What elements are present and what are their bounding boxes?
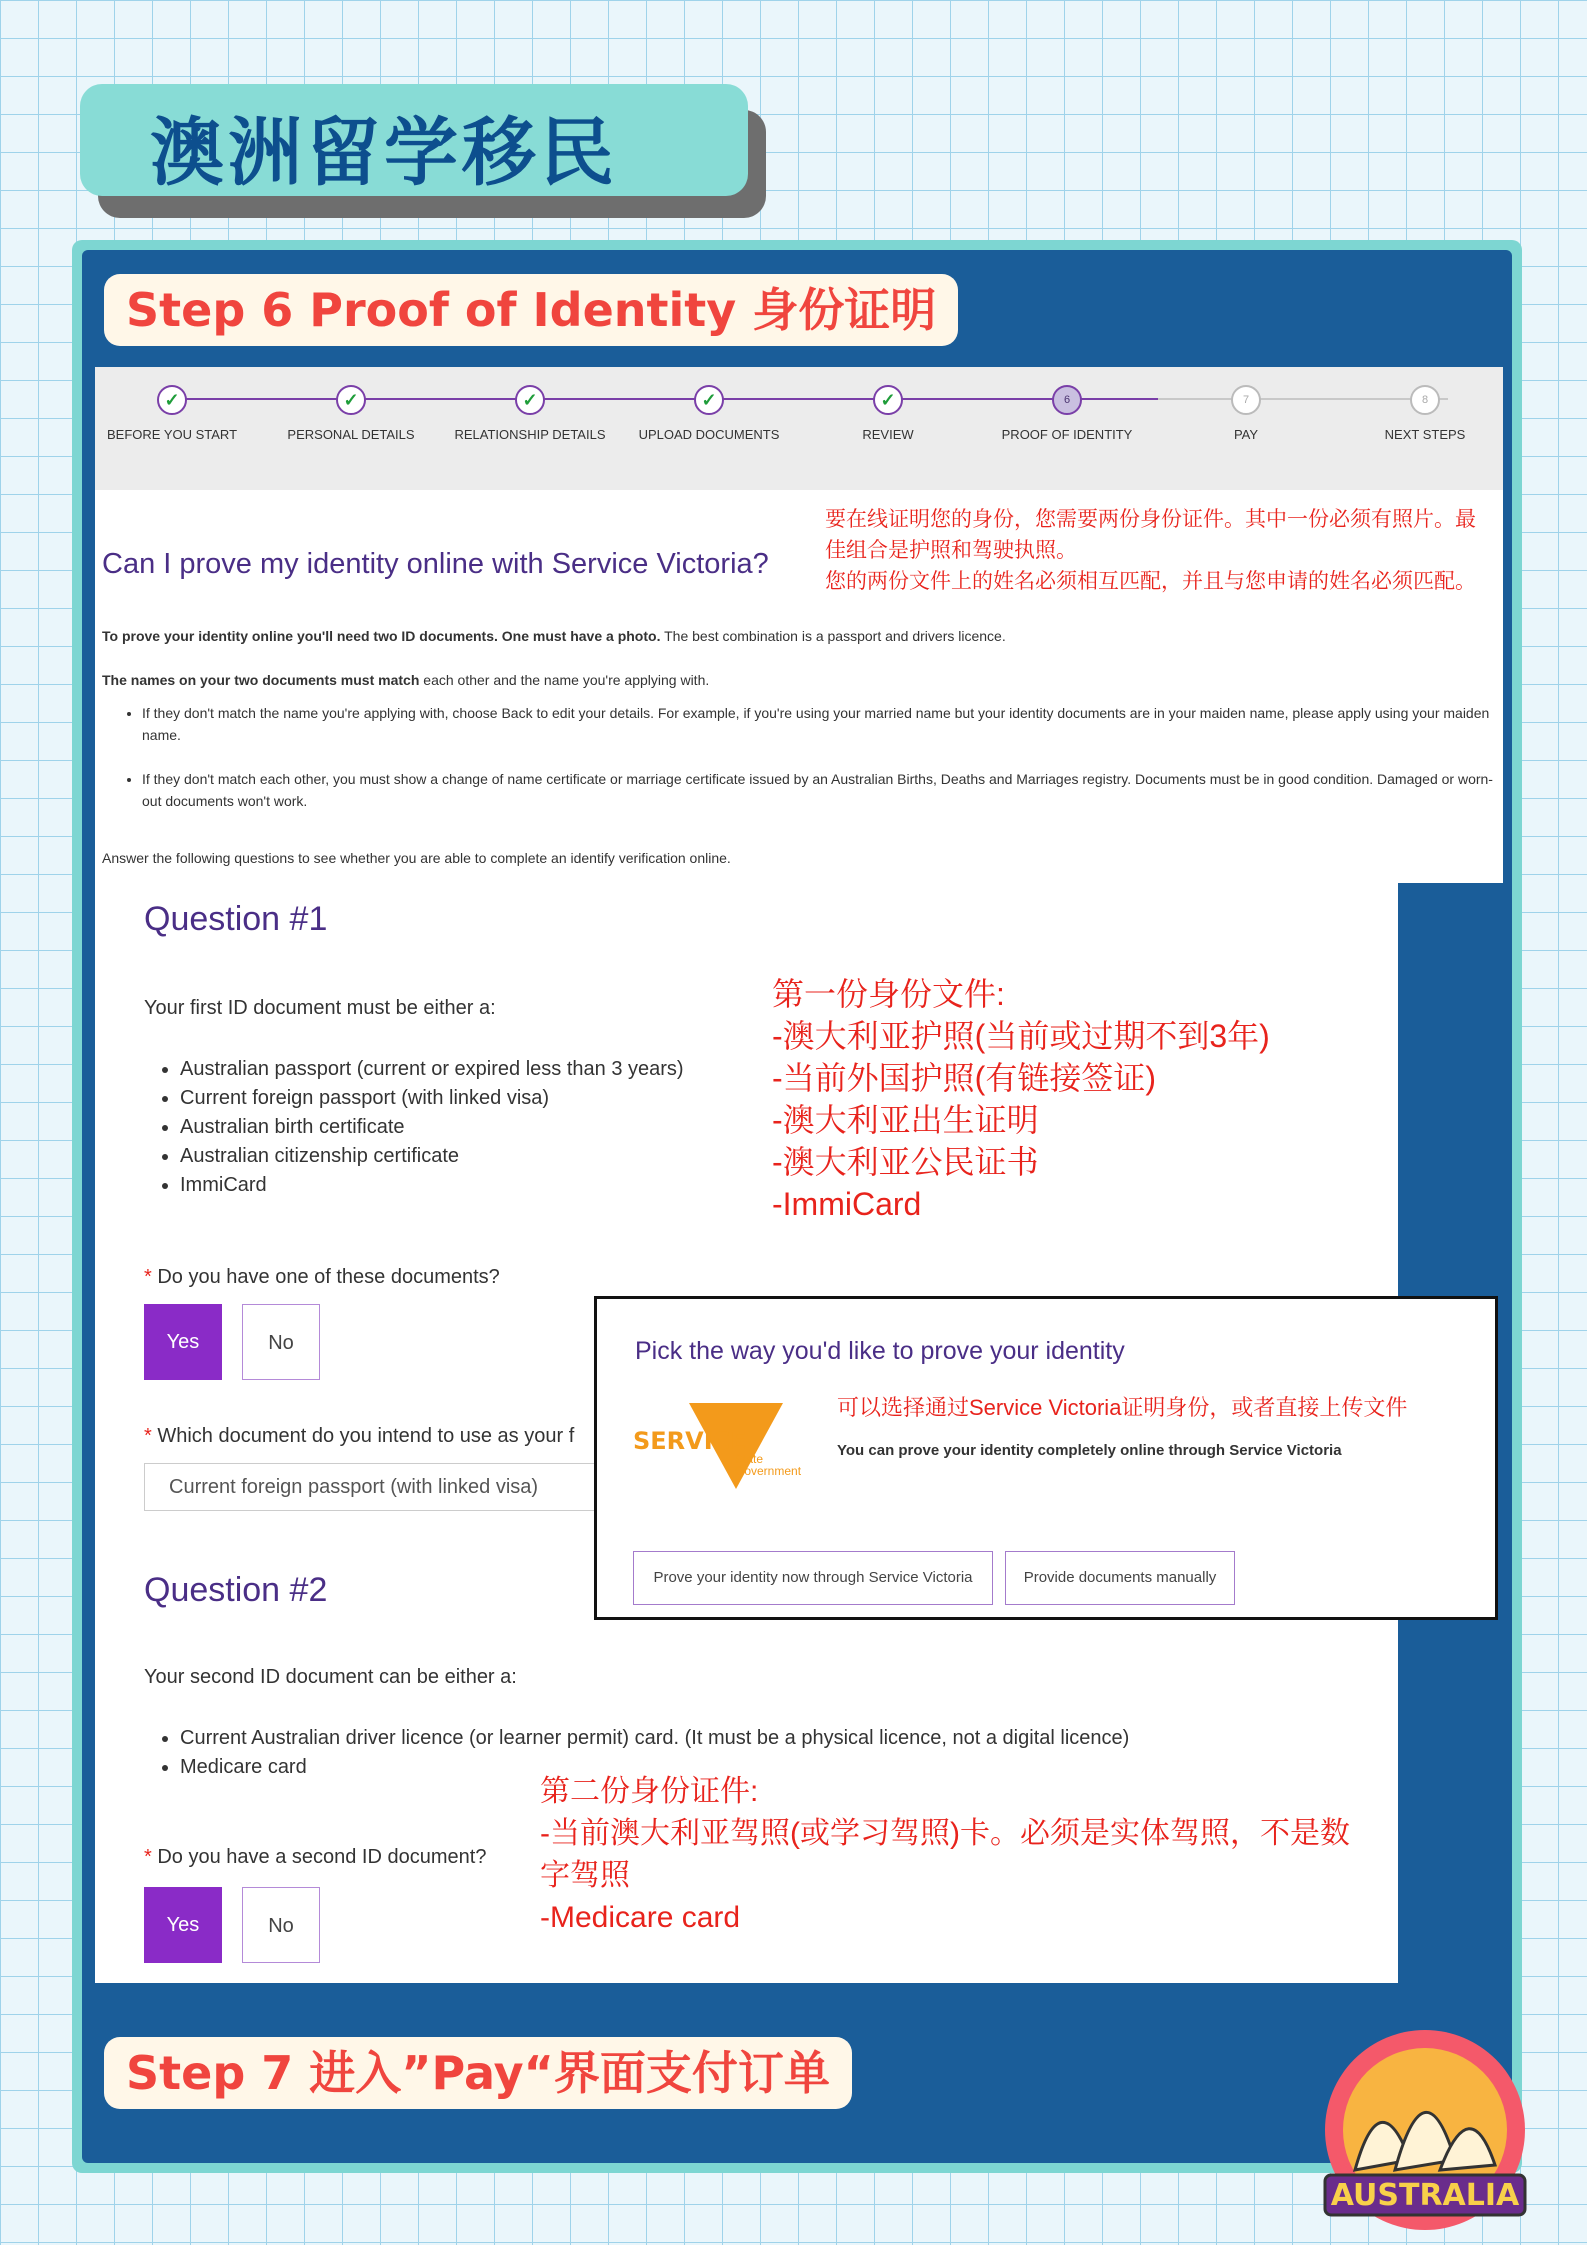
step-label-review[interactable]: REVIEW [862, 427, 914, 442]
question-2-prompt-text: Do you have a second ID document? [157, 1846, 487, 1868]
service-victoria-logo [633, 1395, 813, 1491]
q2-yes-button[interactable]: Yes [144, 1887, 222, 1963]
list-item: • ImmiCard [180, 1171, 684, 1200]
intro-bullet-1: • If they don't match the name you're applying with, choose Back to edit your details. For example, if you're using your married name but your identity documents are in your maiden name, please apply using your maiden name. [142, 702, 1507, 746]
intro-note-cn [825, 504, 1485, 597]
intro-paragraph-2 [102, 672, 1482, 688]
prove-online-button[interactable]: Prove your identity now through Service Victoria [633, 1551, 993, 1605]
q2-no-button[interactable]: No [242, 1887, 320, 1963]
intro-note-text: 要在线证明您的身份，您需要两份身份证件。其中一份必须有照片。最佳组合是护照和驾驶执照。 您的两份文件上的姓名必须相互匹配，并且与您申请的姓名必须匹配。 [825, 508, 1476, 593]
list-item: • Current foreign passport (with linked visa) [180, 1084, 684, 1113]
provide-manually-button[interactable]: Provide documents manually [1005, 1551, 1235, 1605]
step-node-3: ✓ [515, 385, 545, 415]
step-label-relationship-details[interactable]: RELATIONSHIP DETAILS [454, 427, 606, 442]
progress-stepper [95, 367, 1503, 490]
question-2-note-cn: 第二份身份证件: -当前澳大利亚驾照(或学习驾照)卡。必须是实体驾照，不是数字驾照 -Medicare card [540, 1775, 1350, 1934]
dialog-description: You can prove your identity completely online through Service Victoria [837, 1442, 1342, 1459]
logo-word: SERVICE [633, 1427, 747, 1455]
question-2-title: Question #2 [144, 1571, 328, 1609]
step-label-before-you-start[interactable]: BEFORE YOU START [106, 427, 238, 442]
identity-method-dialog [594, 1296, 1498, 1620]
intro-p1-rest: The best combination is a passport and drivers licence. [660, 628, 1006, 644]
logo-sub-2: Government [735, 1464, 802, 1478]
question-2-lead: Your second ID document can be either a: [144, 1666, 517, 1688]
logo-sub-1: State [735, 1452, 764, 1466]
logo-sub [735, 1453, 801, 1477]
question-1-list [152, 1055, 684, 1200]
list-item: • Australian citizenship certificate [180, 1142, 684, 1171]
intro-heading: Can I prove my identity online with Service Victoria? [102, 548, 769, 580]
document-select-label-text: Which document do you intend to use as your f [157, 1425, 575, 1447]
step7-label: Step 7 进入”Pay“界面支付订单 [104, 2037, 852, 2109]
question-1-note-cn: 第一份身份文件: -澳大利亚护照(当前或过期不到3年) -当前外国护照(有链接签证) -澳大利亚出生证明 -澳大利亚公民证书 -ImmiCard [772, 976, 1270, 1222]
intro-bullet-2: • If they don't match each other, you must show a change of name certificate or marriage certificate issued by an Australian Births, Deaths and Marriages registry. Documents must be in good condition. Damaged or worn-out documents won't work. [142, 768, 1507, 812]
intro-bullets [102, 702, 1507, 812]
intro-p2-bold: The names on your two documents must match [102, 672, 420, 688]
document-select[interactable]: Current foreign passport (with linked visa) [144, 1463, 604, 1511]
step-node-7: 7 [1231, 385, 1261, 415]
list-item: • Medicare card [180, 1753, 1300, 1782]
dialog-note-cn: 可以选择通过Service Victoria证明身份，或者直接上传文件 [837, 1395, 1408, 1420]
list-item: • Australian birth certificate [180, 1113, 684, 1142]
question-1-prompt [144, 1266, 500, 1289]
step-node-6: 6 [1052, 385, 1082, 415]
step-label-upload-documents[interactable]: UPLOAD DOCUMENTS [638, 427, 780, 442]
intro-answer-text: Answer the following questions to see whether you are able to complete an identify verification online. [102, 850, 731, 866]
question-1-prompt-text: Do you have one of these documents? [157, 1266, 500, 1288]
badge-text: AUSTRALIA [1330, 2178, 1520, 2213]
progress-line-complete [172, 398, 1158, 400]
step-label-next-steps: NEXT STEPS [1384, 427, 1466, 442]
question-1-title: Question #1 [144, 900, 328, 938]
question-2-prompt [144, 1846, 486, 1869]
intro-panel [95, 490, 1503, 883]
intro-p2-rest: each other and the name you're applying with. [419, 672, 710, 688]
step-node-1: ✓ [157, 385, 187, 415]
progress-line-remaining [1158, 398, 1448, 400]
step-label-personal-details[interactable]: PERSONAL DETAILS [287, 427, 415, 442]
intro-p1-bold: To prove your identity online you'll need two ID documents. One must have a photo. [102, 628, 661, 644]
list-item: • Current Australian driver licence (or learner permit) card. (It must be a physical licence, not a digital licence) [180, 1724, 1300, 1753]
document-select-label [144, 1425, 574, 1448]
step-label-pay: PAY [1233, 427, 1259, 442]
step6-label: Step 6 Proof of Identity 身份证明 [104, 274, 958, 346]
list-item: • Australian passport (current or expired less than 3 years) [180, 1055, 684, 1084]
step-node-5: ✓ [873, 385, 903, 415]
page-title: 澳洲留学移民 [150, 110, 618, 196]
step-label-proof-of-identity[interactable]: PROOF OF IDENTITY [1001, 427, 1133, 442]
question-1-lead: Your first ID document must be either a: [144, 997, 496, 1019]
required-marker: * [144, 1266, 158, 1288]
q1-yes-button[interactable]: Yes [144, 1304, 222, 1380]
step-node-2: ✓ [336, 385, 366, 415]
step-node-8: 8 [1410, 385, 1440, 415]
required-marker: * [144, 1846, 158, 1868]
australia-badge [1300, 2010, 1550, 2230]
required-marker: * [144, 1425, 158, 1447]
step-node-4: ✓ [694, 385, 724, 415]
q1-no-button[interactable]: No [242, 1304, 320, 1380]
intro-paragraph-1 [102, 628, 1482, 644]
dialog-title: Pick the way you'd like to prove your identity [635, 1337, 1125, 1365]
